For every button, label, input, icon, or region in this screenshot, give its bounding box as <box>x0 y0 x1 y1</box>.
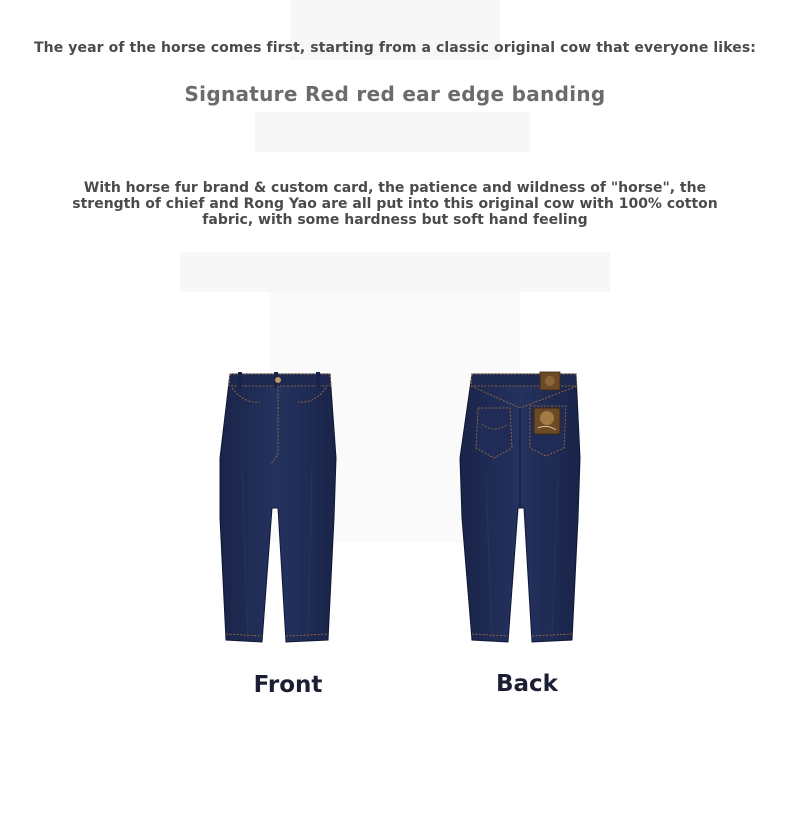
background-wash <box>255 112 530 152</box>
front-caption: Front <box>253 672 323 698</box>
back-caption: Back <box>496 671 558 697</box>
background-wash <box>180 252 610 292</box>
headline: Signature Red red ear edge banding <box>184 82 606 106</box>
intro-text: The year of the horse comes first, starting from a classic original cow that everyone likes: <box>34 40 756 56</box>
product-description: With horse fur brand & custom card, the patience and wildness of "horse", the strength of chief and Rong Yao are all put into this original cow with 100% cotton fabric, with some hardness but soft hand feeling <box>72 180 718 228</box>
jeans-front-image <box>212 368 342 648</box>
jeans-back-image <box>454 368 590 648</box>
